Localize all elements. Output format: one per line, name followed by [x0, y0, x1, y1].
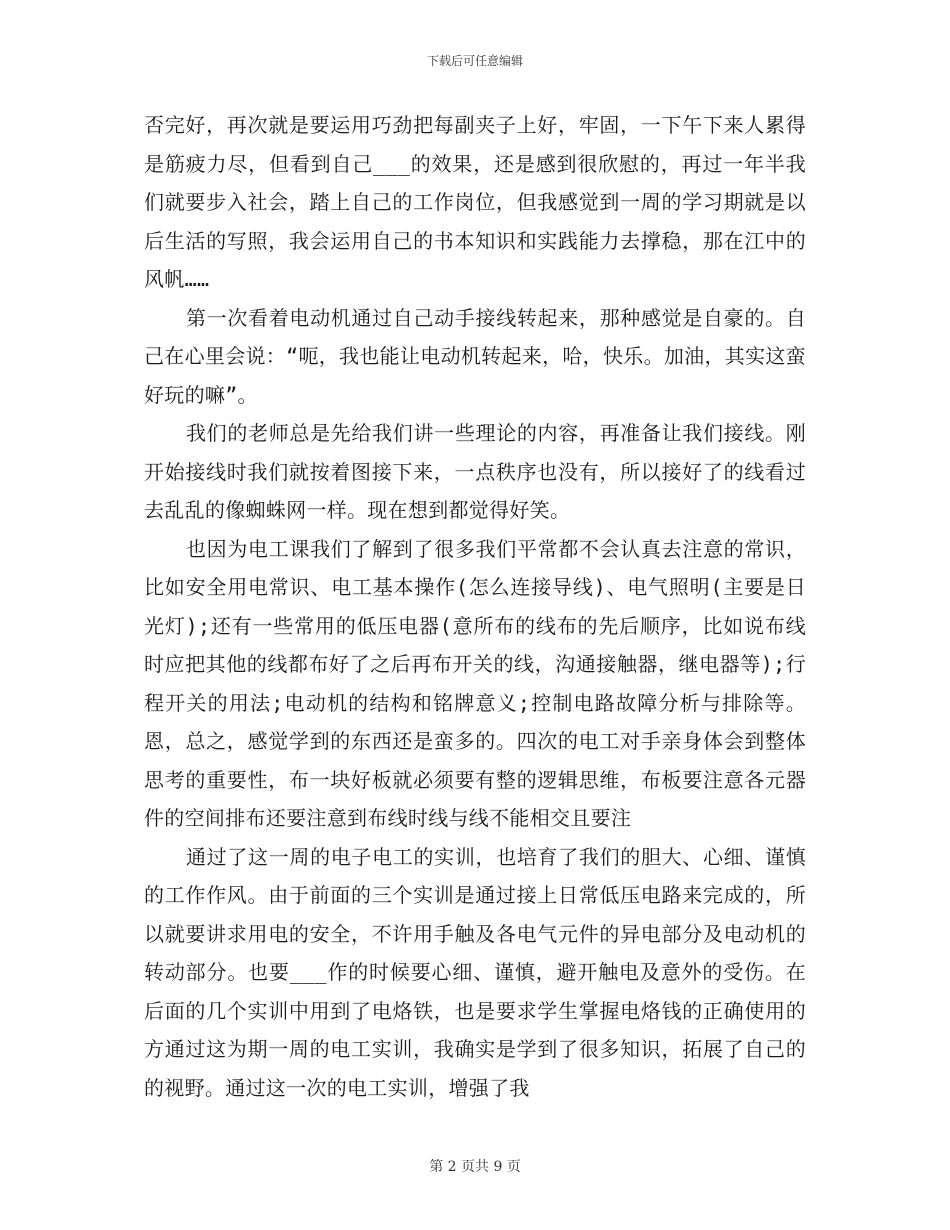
paragraph-5: 通过了这一周的电子电工的实训，也培育了我们的胆大、心细、谨慎的工作作风。由于前面的三个实训是通过接上日常低压电路来完成的，所以就要讲求用电的安全，不许用手触及各电气元件的异电部分及电动机的转动部分。也要___作的时候要心细、谨慎，避开触电及意外的受伤。在后面的几个实训中用到了电烙铁，也是要求学生掌握电烙钱的正确使用的方通过这为期一周的电工实训，我确实是学到了很多知识，拓展了自己的的视野。通过这一次的电工实训，增强了我: [144, 844, 806, 1100]
paragraph-3: 我们的老师总是先给我们讲一些理论的内容，再准备让我们接线。刚开始接线时我们就按着图接下来，一点秩序也没有，所以接好了的线看过去乱乱的像蜘蛛网一样。现在想到都觉得好笑。: [144, 421, 806, 522]
document-body: [144, 106, 806, 1107]
paragraph-4: 也因为电工课我们了解到了很多我们平常都不会认真去注意的常识，比如安全用电常识、电工基本操作(怎么连接导线)、电气照明(主要是日光灯);还有一些常用的低压电器(意所布的线布的先后顺序，比如说布线时应把其他的线都布好了之后再布开关的线，沟通接触器，继电器等);行程开关的用法;电动机的结构和铭牌意义;控制电路故障分析与排除等。恩，总之，感觉学到的东西还是蛮多的。四次的电工对手亲身体会到整体思考的重要性，布一块好板就必须要有整的逻辑思维，布板要注意各元器件的空间排布还要注意到布线时线与线不能相交且要注: [144, 536, 806, 830]
paragraph-1: 否完好，再次就是要运用巧劲把每副夹子上好，牢固，一下午下来人累得是筋疲力尽，但看到自己___的效果，还是感到很欣慰的，再过一年半我们就要步入社会，踏上自己的工作岗位，但我感觉到一周的学习期就是以后生活的写照，我会运用自己的书本知识和实践能力去撑稳，那在江中的风帆……: [144, 113, 806, 291]
page-header: 下载后可任意编辑: [426, 54, 523, 68]
paragraph-2: 第一次看着电动机通过自己动手接线转起来，那种感觉是自豪的。自己在心里会说：“呃，我也能让电动机转起来，哈，快乐。加油，其实这蛮好玩的嘛”。: [144, 305, 806, 407]
page-footer: 第 2 页共 9 页: [429, 1159, 521, 1175]
